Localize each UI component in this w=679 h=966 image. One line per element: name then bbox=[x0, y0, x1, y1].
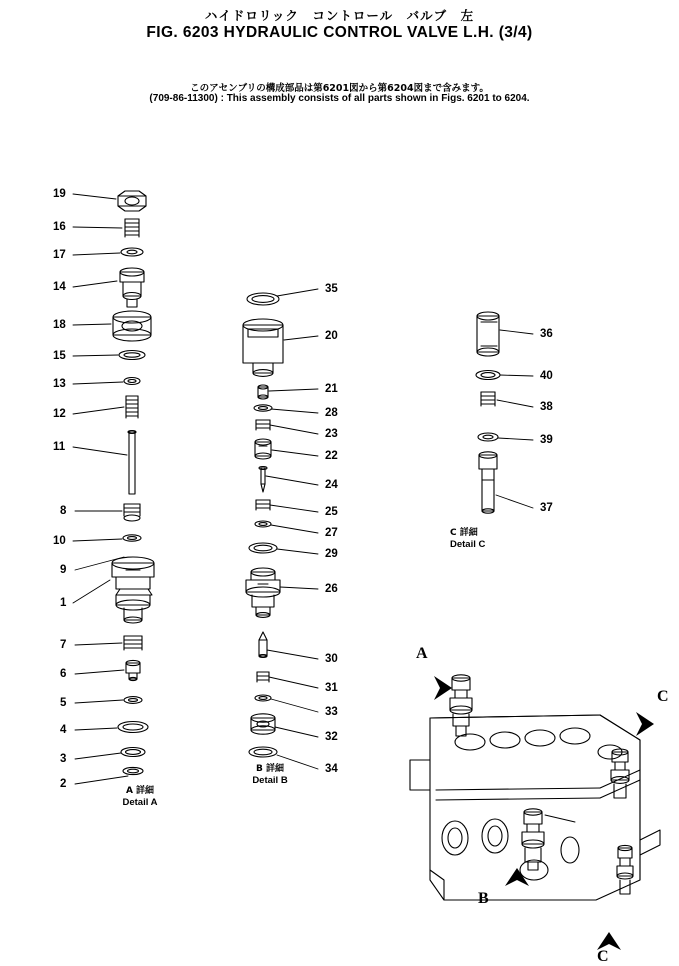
item-label-4: 4 bbox=[60, 724, 67, 736]
part-36-body bbox=[477, 312, 499, 356]
page-title-english: FIG. 6203 HYDRAULIC CONTROL VALVE L.H. (3/4) bbox=[146, 24, 533, 41]
part-39-washer bbox=[478, 433, 498, 441]
item-label-27: 27 bbox=[325, 527, 338, 539]
item-label-17: 17 bbox=[53, 249, 66, 261]
item-label-10: 10 bbox=[53, 535, 66, 547]
assembly-note-japanese: このアセンブリの構成部品は第6201図から第6204図まで含みます。 bbox=[190, 83, 489, 94]
part-40-oring bbox=[476, 371, 500, 380]
item-label-33: 33 bbox=[325, 706, 338, 718]
detail-c-en: Detail C bbox=[450, 539, 486, 551]
item-label-22: 22 bbox=[325, 450, 338, 462]
detail-b-en: Detail B bbox=[252, 775, 288, 787]
leader-lines-column-a bbox=[73, 194, 128, 784]
part-12-spring bbox=[126, 396, 138, 418]
part-34-oring bbox=[249, 747, 277, 757]
part-28-washer bbox=[254, 405, 272, 411]
part-22-seat bbox=[255, 439, 271, 459]
part-10-washer bbox=[123, 535, 141, 541]
item-label-29: 29 bbox=[325, 548, 338, 560]
item-label-20: 20 bbox=[325, 330, 338, 342]
leader-lines-column-b bbox=[266, 289, 318, 769]
item-label-3: 3 bbox=[60, 753, 67, 765]
part-35-oring bbox=[247, 293, 279, 305]
item-label-32: 32 bbox=[325, 731, 338, 743]
item-label-14: 14 bbox=[53, 281, 66, 293]
part-27-washer bbox=[255, 521, 271, 527]
item-label-13: 13 bbox=[53, 378, 66, 390]
item-label-12: 12 bbox=[53, 408, 66, 420]
item-label-39: 39 bbox=[540, 434, 553, 446]
item-label-26: 26 bbox=[325, 583, 338, 595]
detail-a-caption bbox=[95, 786, 185, 809]
part-20-body bbox=[243, 319, 283, 376]
item-label-21: 21 bbox=[325, 383, 338, 395]
item-label-8: 8 bbox=[60, 505, 67, 517]
item-label-24: 24 bbox=[325, 479, 338, 491]
part-11-rod bbox=[128, 431, 136, 495]
item-label-28: 28 bbox=[325, 407, 338, 419]
item-label-11: 11 bbox=[53, 441, 66, 453]
part-33-ring bbox=[255, 695, 271, 701]
item-label-1: 1 bbox=[60, 597, 67, 609]
item-label-34: 34 bbox=[325, 763, 338, 775]
part-1-relief-valve bbox=[112, 557, 154, 623]
part-3-backup-ring bbox=[121, 748, 145, 757]
part-31-spring bbox=[257, 672, 269, 682]
part-29-oring bbox=[249, 543, 277, 553]
item-label-9: 9 bbox=[60, 564, 67, 576]
item-label-35: 35 bbox=[325, 283, 338, 295]
part-32-nut bbox=[251, 714, 275, 734]
part-30-poppet bbox=[259, 632, 267, 658]
item-label-36: 36 bbox=[540, 328, 553, 340]
item-label-16: 16 bbox=[53, 221, 66, 233]
part-26-valve-body bbox=[246, 568, 280, 617]
part-5-oring bbox=[124, 697, 142, 704]
part-18-body bbox=[113, 311, 151, 341]
callout-letter-a: A bbox=[416, 645, 428, 662]
detail-c-jp: C 詳細 bbox=[450, 528, 478, 538]
part-24-needle bbox=[259, 467, 267, 493]
part-17-washer bbox=[121, 248, 143, 256]
item-label-2: 2 bbox=[60, 778, 67, 790]
item-label-15: 15 bbox=[53, 350, 66, 362]
mounted-valve-b bbox=[522, 809, 544, 870]
callout-letter-c-upper: C bbox=[657, 688, 669, 705]
item-label-7: 7 bbox=[60, 639, 67, 651]
item-label-38: 38 bbox=[540, 401, 553, 413]
item-label-30: 30 bbox=[325, 653, 338, 665]
item-label-6: 6 bbox=[60, 668, 67, 680]
part-15-oring bbox=[119, 351, 145, 360]
detail-c-caption bbox=[450, 528, 540, 551]
callout-letter-c-lower: C bbox=[597, 948, 609, 965]
part-19-nut bbox=[118, 191, 146, 211]
item-label-18: 18 bbox=[53, 319, 66, 331]
page-title-japanese: ハイドロリック コントロール バルブ 左 bbox=[204, 8, 475, 23]
part-8-spring bbox=[124, 504, 140, 521]
part-21-plug bbox=[258, 385, 268, 399]
item-label-19: 19 bbox=[53, 188, 66, 200]
part-25-spring bbox=[256, 500, 270, 510]
item-label-40: 40 bbox=[540, 370, 553, 382]
part-23-spring bbox=[256, 420, 270, 430]
mounted-valve-a bbox=[450, 675, 472, 736]
part-16-spring bbox=[125, 219, 139, 237]
part-14-valve bbox=[120, 268, 144, 307]
part-2-oring bbox=[123, 767, 143, 774]
assembly-note-english: (709-86-11300) : This assembly consists of all parts shown in Figs. 6201 to 6204. bbox=[149, 93, 530, 104]
item-label-37: 37 bbox=[540, 502, 553, 514]
item-label-23: 23 bbox=[325, 428, 338, 440]
part-6-poppet bbox=[126, 660, 140, 680]
valve-assembly-body bbox=[410, 715, 660, 900]
item-label-31: 31 bbox=[325, 682, 338, 694]
detail-a-jp: A 詳細 bbox=[125, 786, 155, 796]
item-label-5: 5 bbox=[60, 697, 67, 709]
detail-b-jp: B 詳細 bbox=[256, 764, 284, 774]
detail-a-en: Detail A bbox=[122, 797, 158, 809]
item-label-25: 25 bbox=[325, 506, 338, 518]
part-37-plunger bbox=[479, 452, 497, 513]
part-7-spring bbox=[124, 636, 142, 650]
callout-letter-b: B bbox=[478, 890, 489, 907]
part-4-oring bbox=[118, 722, 148, 733]
part-13-ring bbox=[124, 378, 140, 385]
part-38-spring bbox=[481, 392, 495, 406]
leader-lines-column-c bbox=[496, 330, 533, 508]
detail-b-caption bbox=[225, 764, 315, 787]
